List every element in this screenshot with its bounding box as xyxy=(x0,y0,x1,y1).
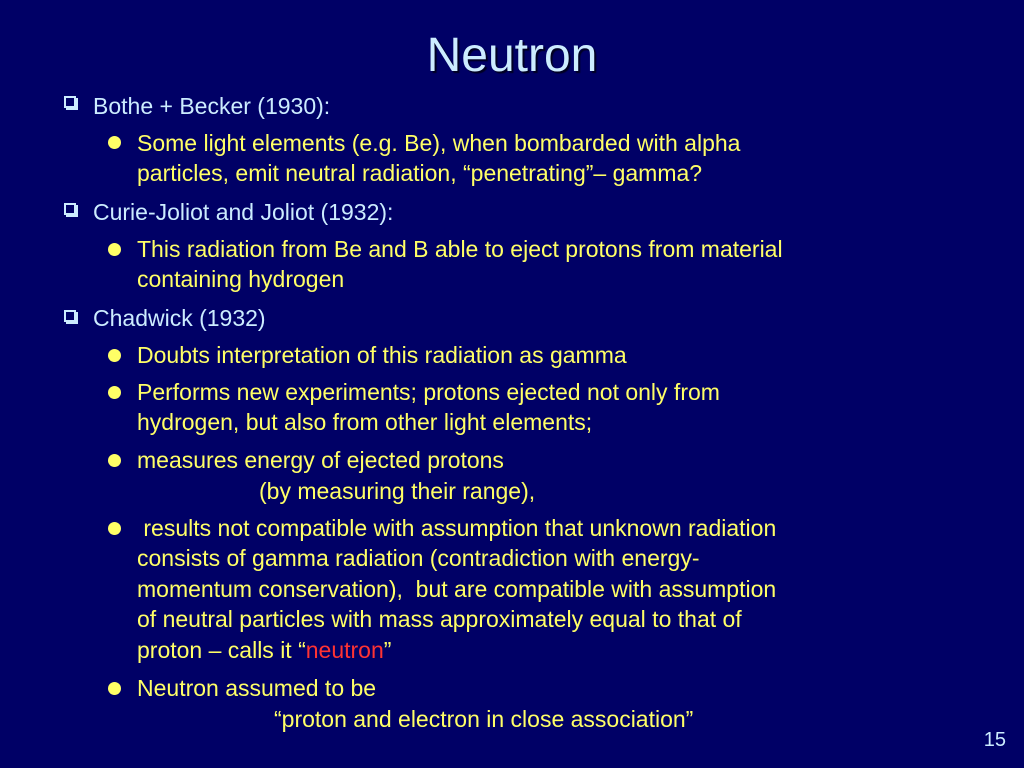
bullet-text: Performs new experiments; protons ejected not only from xyxy=(137,379,720,405)
bullet-text: ” xyxy=(383,637,392,663)
bullet-text: Neutron assumed to be xyxy=(137,675,377,701)
bullet-text: containing hydrogen xyxy=(137,266,345,292)
bullet-text-with-highlight xyxy=(137,635,391,665)
neutron-highlight: neutron xyxy=(305,637,384,663)
section-heading: Chadwick (1932) xyxy=(93,305,266,331)
dot-bullet-icon xyxy=(108,522,121,535)
bullet-subtext: “proton and electron in close association” xyxy=(274,706,694,732)
bullet-text: of neutral particles with mass approximately equal to that of xyxy=(137,606,742,632)
dot-bullet-icon xyxy=(108,454,121,467)
bullet-text: Some light elements (e.g. Be), when bombarded with alpha xyxy=(137,130,741,156)
checkbox-bullet-icon xyxy=(64,203,76,215)
dot-bullet-icon xyxy=(108,349,121,362)
bullet-text: proton – calls it “ xyxy=(137,637,306,663)
dot-bullet-icon xyxy=(108,243,121,256)
bullet-text: particles, emit neutral radiation, “penetrating”– gamma? xyxy=(137,160,703,186)
bullet-text: hydrogen, but also from other light elements; xyxy=(137,409,593,435)
dot-bullet-icon xyxy=(108,136,121,149)
section-heading: Curie-Joliot and Joliot (1932): xyxy=(93,199,394,225)
checkbox-bullet-icon xyxy=(64,310,76,322)
bullet-text: momentum conservation), but are compatible with assumption xyxy=(137,576,777,602)
bullet-text: results not compatible with assumption that unknown radiation xyxy=(137,515,777,541)
checkbox-bullet-icon xyxy=(64,96,76,108)
bullet-text: consists of gamma radiation (contradiction with energy- xyxy=(137,545,700,571)
page-number: 15 xyxy=(983,729,1006,751)
bullet-text: This radiation from Be and B able to eject protons from material xyxy=(137,236,783,262)
bullet-subtext: (by measuring their range), xyxy=(259,478,536,504)
dot-bullet-icon xyxy=(108,682,121,695)
slide-title: Neutron xyxy=(426,29,598,82)
section-heading: Bothe + Becker (1930): xyxy=(93,93,331,119)
bullet-text: measures energy of ejected protons xyxy=(137,447,504,473)
bullet-text: Doubts interpretation of this radiation as gamma xyxy=(137,342,627,368)
dot-bullet-icon xyxy=(108,386,121,399)
